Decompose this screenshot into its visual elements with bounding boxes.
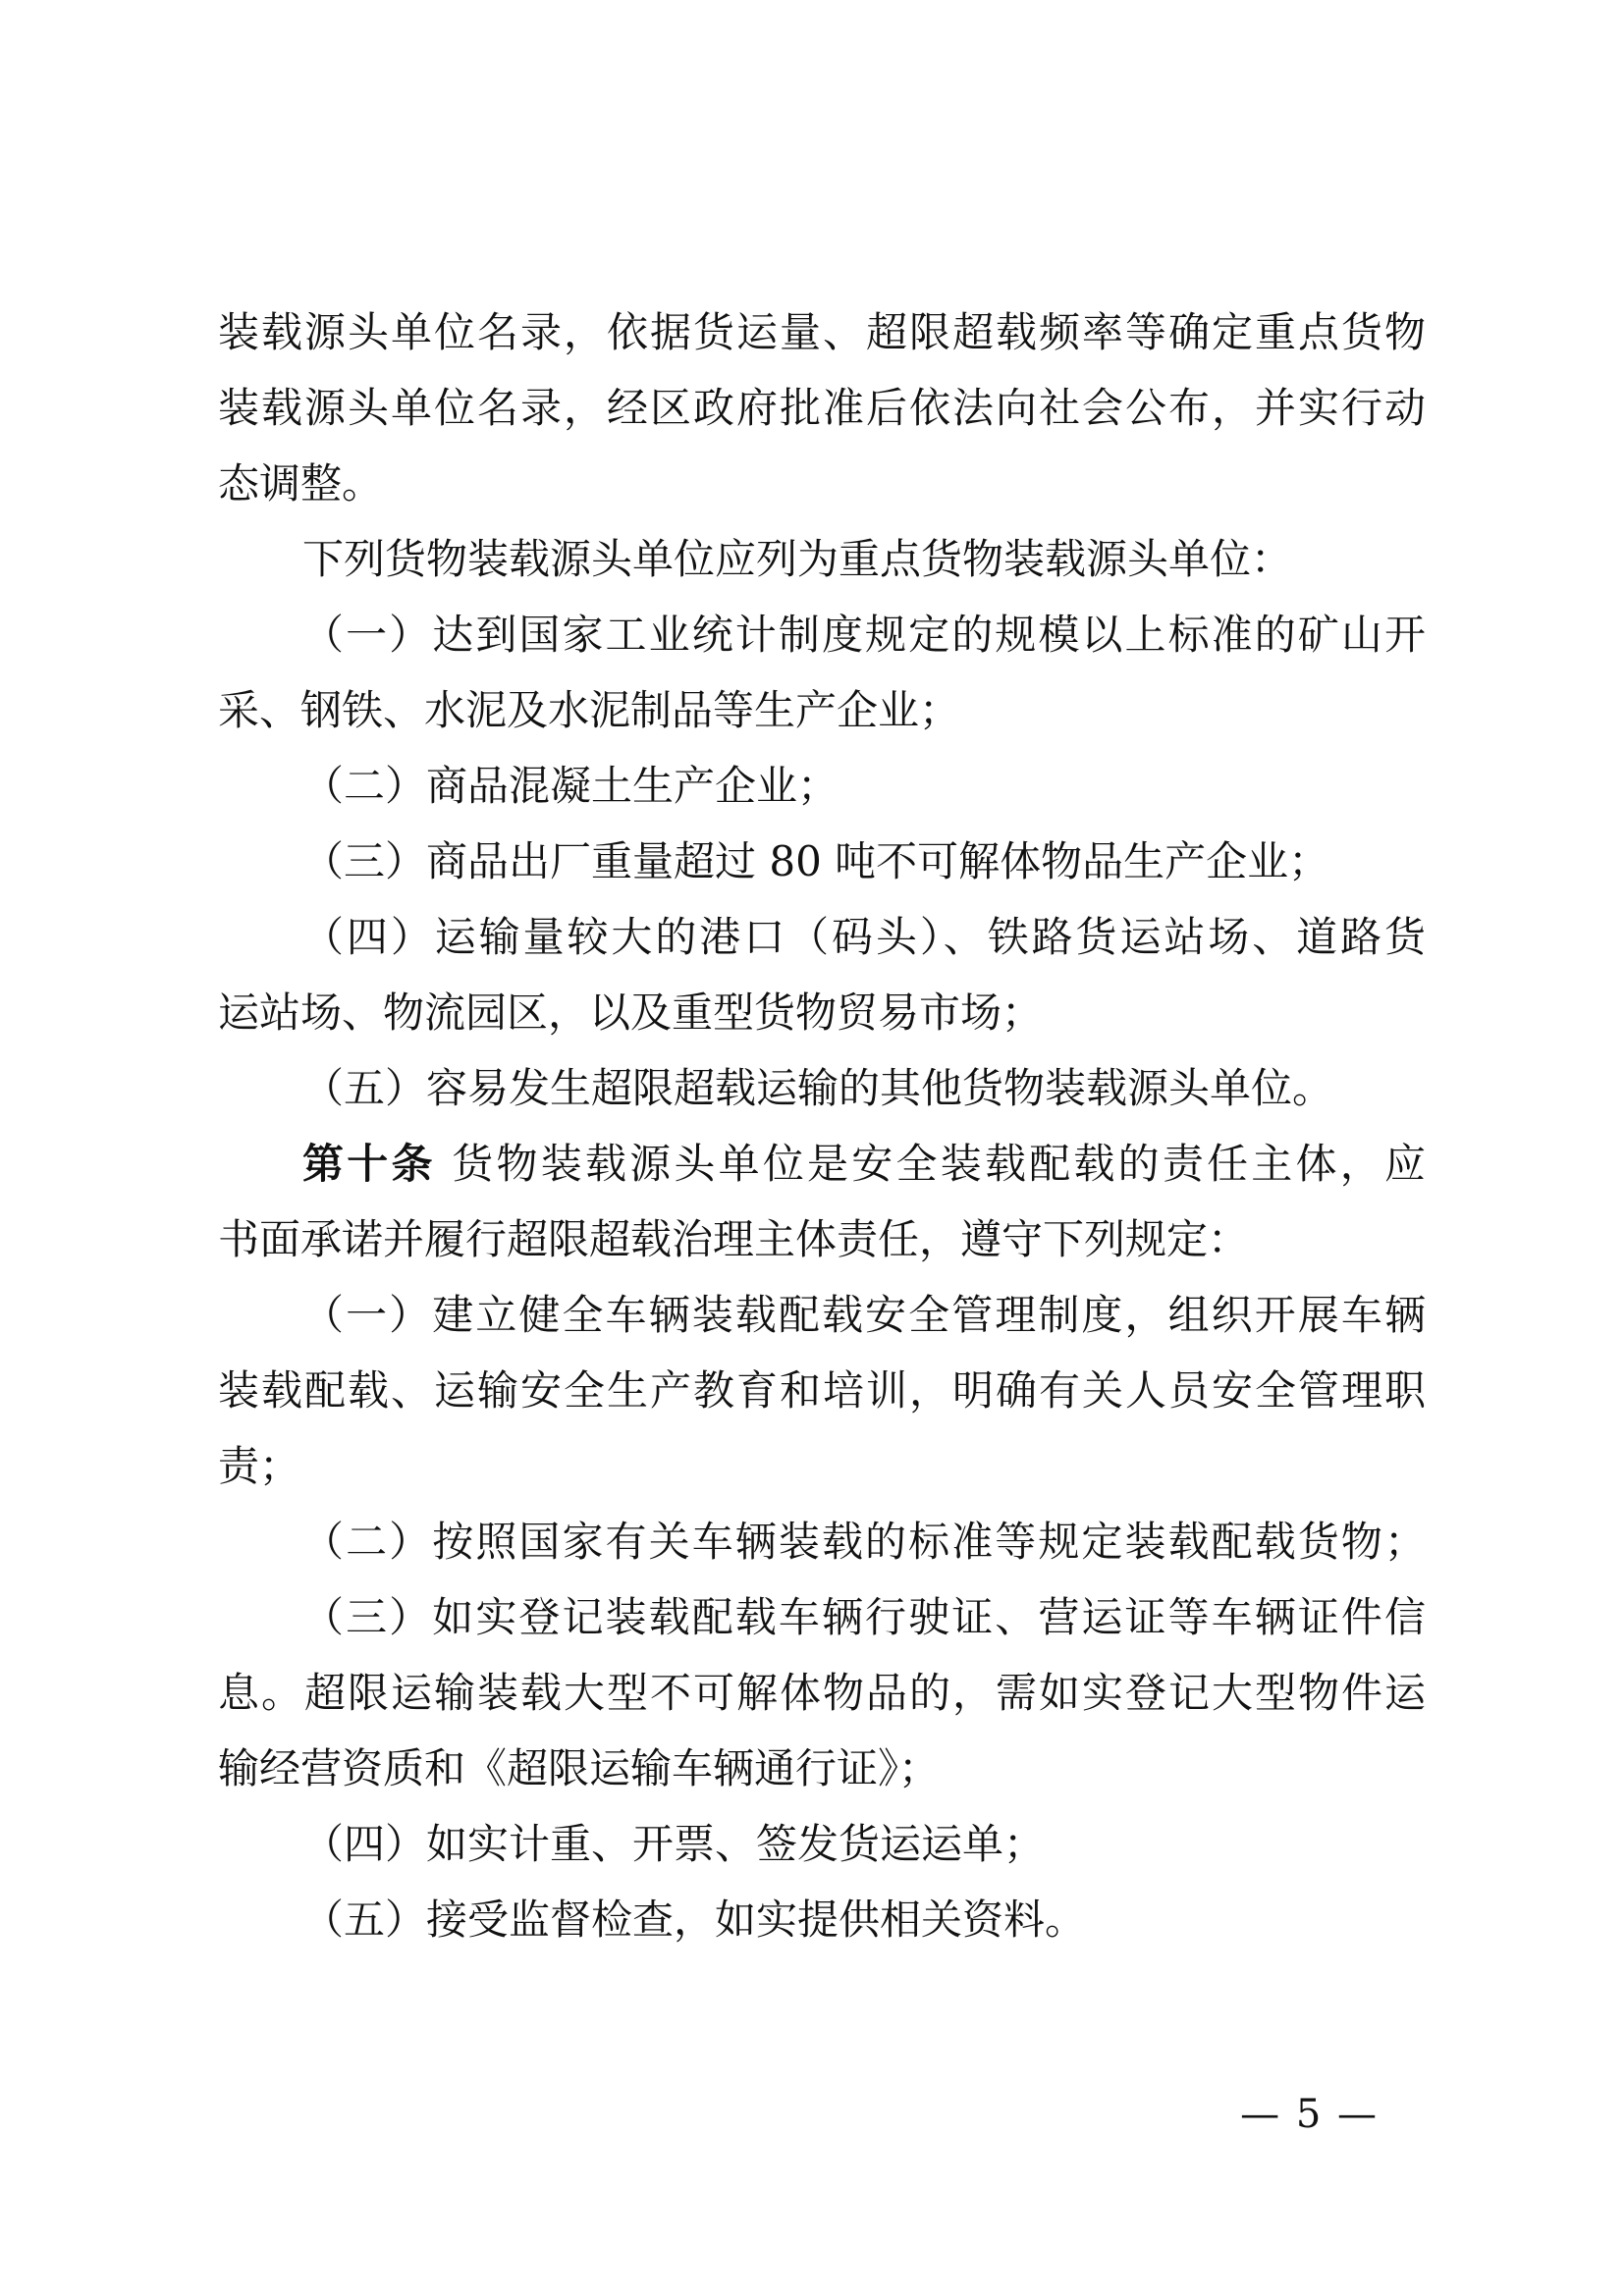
list-item-line: （三）商品出厂重量超过 80 吨不可解体物品生产企业； (302, 837, 1330, 885)
list-item-line: 输经营资质和《超限运输车辆通行证》； (218, 1744, 941, 1792)
list-item-line: （二）按照国家有关车辆装载的标准等规定装载配载货物； (302, 1518, 1426, 1566)
list-item-line: （四）运输量较大的港口（码头）、铁路货运站场、道路货 (302, 913, 1426, 961)
article-line (218, 1126, 1426, 1201)
list-item-line: （四）如实计重、开票、签发货运运单； (302, 1820, 1046, 1868)
list-item-line: （五）接受监督检查，如实提供相关资料。 (302, 1896, 1087, 1944)
list-item-line: （一）建立健全车辆装载配载安全管理制度，组织开展车辆 (302, 1291, 1426, 1339)
list-item-line: 息。超限运输装载大型不可解体物品的，需如实登记大型物件运 (218, 1669, 1426, 1717)
text-line: 下列货物装载源头单位应列为重点货物装载源头单位： (302, 535, 1293, 583)
article-number: 第十条 (302, 1140, 436, 1188)
text-line: 装载源头单位名录，依据货运量、超限超载频率等确定重点货物 (218, 308, 1426, 356)
list-item-line: （一）达到国家工业统计制度规定的规模以上标准的矿山开 (302, 611, 1426, 659)
article-text: 货物装载源头单位是安全装载配载的责任主体，应 (452, 1140, 1426, 1188)
text-line: 装载源头单位名录，经区政府批准后依法向社会公布，并实行动 (218, 384, 1426, 432)
list-item-line: 装载配载、运输安全生产教育和培训，明确有关人员安全管理职 (218, 1366, 1426, 1415)
list-item-line: 责； (218, 1442, 301, 1490)
list-item-line: （三）如实登记装载配载车辆行驶证、营运证等车辆证件信 (302, 1593, 1426, 1641)
document-body (218, 294, 1426, 1957)
text-line: 态调整。 (218, 459, 384, 507)
text-line: 书面承诺并履行超限超载治理主体责任，遵守下列规定： (218, 1215, 1250, 1263)
list-item-line: （二）商品混凝土生产企业； (302, 762, 839, 810)
page-number: — 5 — (1240, 2092, 1379, 2137)
list-item-line: （五）容易发生超限超载运输的其他货物装载源头单位。 (302, 1064, 1334, 1112)
list-item-line: 采、钢铁、水泥及水泥制品等生产企业； (218, 686, 961, 734)
list-item-line: 运站场、物流园区，以及重型货物贸易市场； (218, 988, 1044, 1037)
